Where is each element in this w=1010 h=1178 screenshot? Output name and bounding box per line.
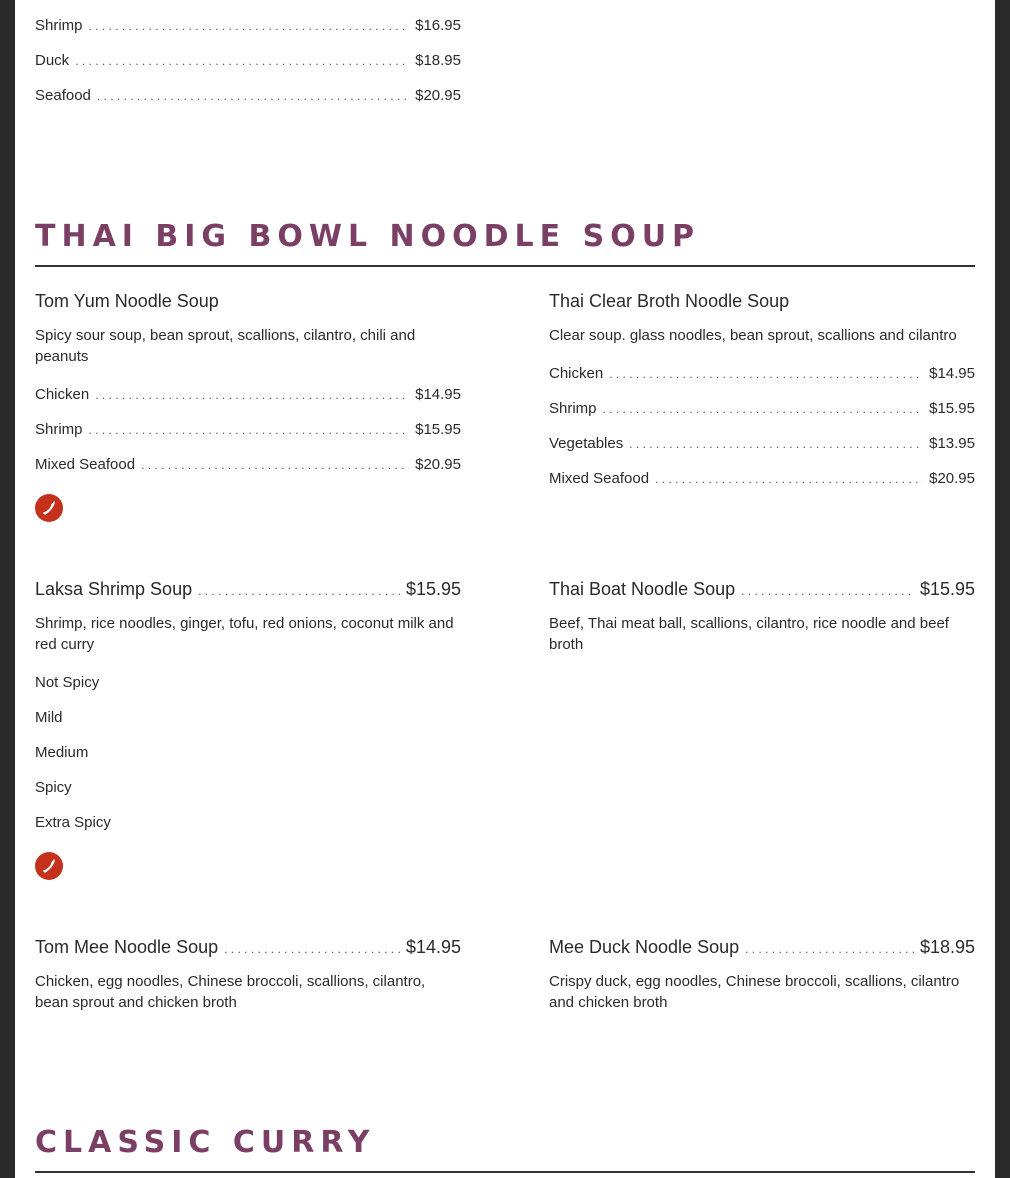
item-title-row xyxy=(35,935,461,959)
option-price: $20.95 xyxy=(415,456,461,473)
item-title: Tom Mee Noodle Soup xyxy=(35,937,219,957)
item-price: $18.95 xyxy=(919,937,975,957)
option-price: $20.95 xyxy=(929,470,975,487)
menu-option-row xyxy=(549,469,975,489)
spice-level-option: Mild xyxy=(35,709,63,726)
dot-leader xyxy=(224,937,400,961)
spice-level-option: Medium xyxy=(35,744,89,761)
option-name: Duck xyxy=(35,52,70,69)
option-price: $16.95 xyxy=(415,17,461,34)
option-name: Chicken xyxy=(549,365,604,382)
item-description: Clear soup. glass noodles, bean sprout, scallions and cilantro xyxy=(549,327,957,344)
dot-leader xyxy=(603,399,924,419)
option-price: $15.95 xyxy=(929,400,975,417)
spice-level-option: Not Spicy xyxy=(35,674,100,691)
option-price: $14.95 xyxy=(415,386,461,403)
item-title: Laksa Shrimp Soup xyxy=(35,579,193,599)
option-name: Shrimp xyxy=(35,421,83,438)
item-price: $15.95 xyxy=(919,579,975,599)
item-description: Beef, Thai meat ball, scallions, cilantro, rice noodle and beef broth xyxy=(549,615,949,653)
dot-leader xyxy=(609,364,923,384)
dot-leader xyxy=(89,16,410,36)
section-title: THAI BIG BOWL NOODLE SOUP xyxy=(35,219,701,254)
dot-leader xyxy=(741,579,914,603)
item-title: Thai Boat Noodle Soup xyxy=(549,579,736,599)
menu-option-row xyxy=(35,51,461,71)
menu-option-row xyxy=(549,434,975,454)
option-name: Vegetables xyxy=(549,435,624,452)
chili-pepper-icon xyxy=(35,852,63,880)
spice-level-option: Spicy xyxy=(35,779,72,796)
dot-leader xyxy=(97,86,409,106)
dot-leader xyxy=(198,579,400,603)
dot-leader xyxy=(95,385,409,405)
menu-option-row xyxy=(549,399,975,419)
dot-leader xyxy=(655,469,923,489)
item-description: Shrimp, rice noodles, ginger, tofu, red onions, coconut milk and red curry xyxy=(35,615,454,653)
menu-option-row xyxy=(35,455,461,475)
menu-option-row xyxy=(35,420,461,440)
option-name: Mixed Seafood xyxy=(549,470,650,487)
item-title: Mee Duck Noodle Soup xyxy=(549,937,740,957)
menu-option-row xyxy=(549,364,975,384)
item-description: Crispy duck, egg noodles, Chinese broccoli, scallions, cilantro and chicken broth xyxy=(549,973,960,1011)
dot-leader xyxy=(141,455,409,475)
menu-page xyxy=(15,0,995,1178)
option-name: Shrimp xyxy=(549,400,597,417)
option-price: $15.95 xyxy=(415,421,461,438)
option-price: $20.95 xyxy=(415,87,461,104)
spice-level-option: Extra Spicy xyxy=(35,814,111,831)
item-title: Thai Clear Broth Noodle Soup xyxy=(549,291,790,311)
option-name: Seafood xyxy=(35,87,91,104)
option-price: $14.95 xyxy=(929,365,975,382)
option-price: $13.95 xyxy=(929,435,975,452)
item-title: Tom Yum Noodle Soup xyxy=(35,291,219,311)
option-name: Mixed Seafood xyxy=(35,456,136,473)
item-price: $15.95 xyxy=(405,579,461,599)
section-divider xyxy=(35,1171,975,1173)
dot-leader xyxy=(75,51,409,71)
dot-leader xyxy=(89,420,410,440)
item-description: Spicy sour soup, bean sprout, scallions, cilantro, chili and peanuts xyxy=(35,327,416,365)
dot-leader xyxy=(745,937,914,961)
section-divider xyxy=(35,265,975,267)
menu-option-row xyxy=(35,86,461,106)
item-description: Chicken, egg noodles, Chinese broccoli, scallions, cilantro, bean sprout and chicken broth xyxy=(35,973,426,1011)
item-price: $14.95 xyxy=(405,937,461,957)
item-title-row xyxy=(35,577,461,601)
option-name: Shrimp xyxy=(35,17,83,34)
item-title-row xyxy=(549,577,975,601)
option-name: Chicken xyxy=(35,386,90,403)
chili-pepper-icon xyxy=(35,494,63,522)
section-title: CLASSIC CURRY xyxy=(35,1125,376,1160)
item-title-row xyxy=(549,935,975,959)
menu-option-row xyxy=(35,16,461,36)
option-price: $18.95 xyxy=(415,52,461,69)
menu-option-row xyxy=(35,385,461,405)
dot-leader xyxy=(629,434,923,454)
